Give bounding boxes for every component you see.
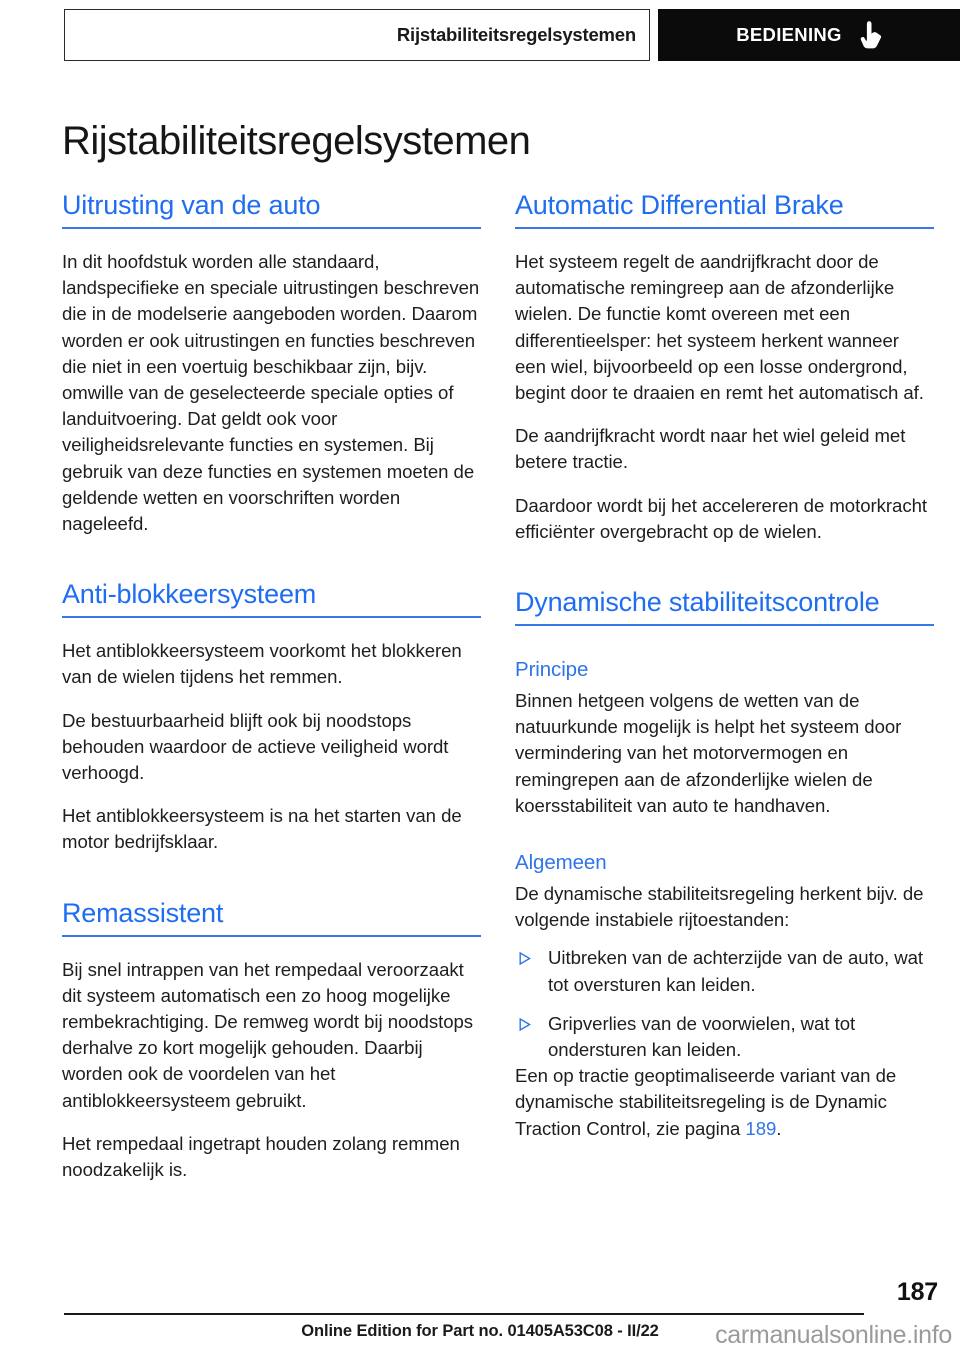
paragraph-with-page-reference [515, 1063, 934, 1142]
section-automatic-differential-brake [515, 188, 934, 545]
list-item-label: Gripverlies van de voorwielen, wat tot ondersturen kan leiden. [548, 1012, 856, 1061]
page-header [0, 0, 960, 70]
paragraph: Daardoor wordt bij het accelereren de motorkracht efficiënter overgebracht op de wielen. [515, 494, 927, 542]
page-number: 187 [896, 1278, 938, 1306]
subsection-algemeen [515, 849, 934, 1142]
triangle-right-icon [519, 1018, 531, 1031]
bullet-list [515, 945, 934, 1063]
paragraph: In dit hoofdstuk worden alle standaard, landspecifieke en speciale uitrustingen beschreven die in de modelserie aangeboden worden. Daarom worden er ook uitrustingen en functies beschreven die niet in een voertuig beschikbaar zijn, bijv. omwille van de geselecteerde speciale opties of landuitvoering. Dat geldt ook voor veiligheidsrelevante functies en systemen. Bij gebruik van deze functies en systemen moeten de geldende wetten en voorschriften worden nageleefd. [62, 251, 480, 535]
page-footer [0, 1270, 960, 1362]
section-heading-uitrusting: Uitrusting van de auto [62, 188, 481, 229]
section-remassistent [62, 896, 481, 1184]
left-column [62, 188, 481, 1183]
paragraph: Het antiblokkeersysteem is na het starten van de motor bedrijfsklaar. [62, 805, 462, 853]
section-heading-dynamische-stabiliteitscontrole: Dynamische stabiliteitscontrole [515, 585, 934, 626]
subsection-heading-principe: Principe [515, 658, 589, 682]
paragraph: De aandrijfkracht wordt naar het wiel geleid met betere tractie. [515, 425, 906, 473]
paragraph: Bij snel intrappen van het rempedaal veroorzaakt dit systeem automatisch een zo hoog mogelijke rembekrachtiging. De remweg wordt bij noodstops derhalve zo kort mogelijk gehouden. Daarbij worden ook de voordelen van het antiblokkeersysteem gebruikt. [62, 958, 474, 1111]
paragraph: Het systeem regelt de aandrijfkracht door de automatische remingreep aan de afzonderlijke wielen. De functie komt overeen met een differentieelsper: het systeem herkent wanneer een wiel, bijvoorbeeld op een losse ondergrond, begint door te draaien en remt het automatisch af. [515, 251, 924, 404]
watermark: carmanualsonline.info [715, 1321, 952, 1349]
section-tab-label: BEDIENING [736, 24, 842, 45]
subsection-heading-algemeen: Algemeen [515, 851, 607, 875]
section-heading-remassistent: Remassistent [62, 896, 481, 937]
section-uitrusting [62, 188, 481, 537]
paragraph: Het antiblokkeersysteem voorkomt het blokkeren van de wielen tijdens het remmen. [62, 640, 462, 688]
paragraph: Het rempedaal ingetrapt houden zolang remmen noodzakelijk is. [62, 1132, 460, 1181]
paragraph: Binnen hetgeen volgens de wetten van de natuurkunde mogelijk is helpt het systeem door vermindering van het motorvermogen en remingrepen aan de afzonderlijke wielen de koersstabiliteit van auto te handhaven. [515, 690, 902, 816]
paragraph: De dynamische stabiliteitsregeling herkent bijv. de volgende instabiele rijtoestanden: [515, 883, 924, 931]
footer-divider [64, 1313, 864, 1315]
page-title: Rijstabiliteitsregelsystemen [62, 118, 531, 163]
list-item [515, 1011, 934, 1063]
paragraph: De bestuurbaarheid blijft ook bij noodstops behouden waardoor de actieve veiligheid wordt verhoogd. [62, 709, 449, 784]
footer-edition-text: Online Edition for Part no. 01405A53C08 - II/22 [301, 1322, 659, 1340]
subsection-principe [515, 656, 934, 819]
section-tab-bediening[interactable] [658, 9, 960, 61]
section-heading-automatic-differential-brake: Automatic Differential Brake [515, 188, 934, 229]
paragraph-text-before-ref: Een op tractie geoptimaliseerde variant van de dynamische stabiliteitsregeling is de Dynamic Traction Control, zie pagina [515, 1065, 897, 1139]
section-anti-blokkeersysteem [62, 577, 481, 855]
page-reference-link[interactable]: 189 [745, 1117, 777, 1139]
pointing-hand-icon [860, 20, 882, 50]
breadcrumb [64, 9, 650, 61]
triangle-right-icon [519, 952, 531, 965]
paragraph-text-after-ref: . [776, 1117, 782, 1139]
section-heading-anti-blokkeersysteem: Anti-blokkeersysteem [62, 577, 481, 618]
right-column [515, 188, 934, 1183]
breadcrumb-label: Rijstabiliteitsregelsystemen [396, 24, 636, 45]
section-dynamische-stabiliteitscontrole [515, 585, 934, 1142]
content-area [62, 188, 935, 1183]
list-item [515, 945, 934, 997]
list-item-label: Uitbreken van de achterzijde van de auto, wat tot oversturen kan leiden. [548, 947, 924, 995]
